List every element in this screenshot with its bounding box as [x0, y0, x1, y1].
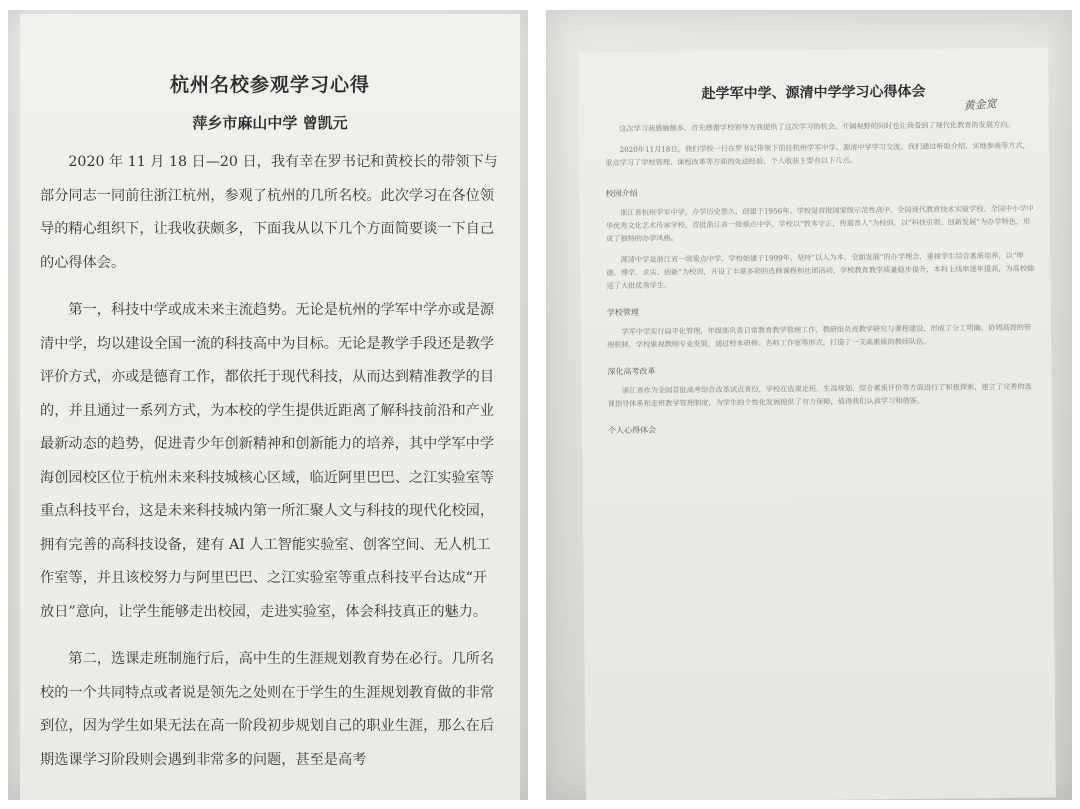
right-page-body [605, 118, 1038, 443]
right-page-title: 赴学军中学、源清中学学习心得体会 [701, 83, 926, 103]
left-page-title: 杭州名校参观学习心得 [169, 74, 370, 96]
left-paragraph-2: 第一，科技中学或成未来主流趋势。无论是杭州的学军中学亦或是源清中学，均以建设全国一流的科技高中为目标。无论是教学手段还是教学评价方式，亦或是德育工作，都依托于现代科技，从而达到精准教学的目的，并且通过一系列方式，为本校的学生提供近距离了解科技前沿和产业最新动态的趋势，促进青少年创新精神和创新能力的培养，其中学军中学海创园校区位于杭州未来科技城核心区域，临近阿里巴巴、之江实验室等重点科技平台，这是未来科技城内第一所汇聚人文与科技的现代化校园，拥有完善的高科技设备，建有 AI 人工智能实验室、创客空间、无人机工作室等，并且该校努力与阿里巴巴、之江实验室等重点科技平台达成“开放日”意向，让学生能够走出校园，走进实验室，体会科技真正的魅力。 [40, 302, 495, 620]
right-document-page [578, 48, 1056, 800]
left-paragraph-1: 2020 年 11 月 18 日—20 日，我有幸在罗书记和黄校长的带领下与部分同志一同前往浙江杭州，参观了杭州的几所名校。此次学习在各位领导的精心组织下，让我收获颇多，下面我从以下几个方面简要谈一下自己的心得体会。 [40, 154, 498, 271]
section-reform-paragraph-1: 浙江省作为全国首批高考综合改革试点省份，学校在选课走班、生涯规划、综合素质评价等方面进行了积极探索，建立了完善的选课指导体系和走班教学管理制度，为学生的个性化发展提供了有力保障，值得我们认真学习和借鉴。 [607, 381, 1032, 409]
section-campus-paragraph-1: 浙江省杭州学军中学，办学历史悠久，创建于1956年。学校是首批国家级示范性高中、全国现代教育技术实验学校、全国中小学中华优秀文化艺术传承学校、首批浙江省一级重点中学，学校以“敦本守正，传道育人”为校训，以“科技引领、创新发展”为办学特色，形成了独特的办学风格。 [605, 203, 1034, 244]
left-page-body [40, 146, 500, 791]
section-heading-reflections: 个人心得体会 [608, 425, 657, 436]
right-page-signature: 黄金宽 [963, 96, 998, 113]
section-campus-paragraph-2: 源清中学是浙江省一级重点中学，学校始建于1999年，坚持“以人为本、全面发展”的办学理念，重视学生综合素质培养，以“厚德、博学、求实、创新”为校训，开设了丰富多彩的选修课程和社团活动，学校教育教学质量稳步提升，本科上线率逐年提高，为高校输送了大批优秀学生。 [606, 250, 1035, 291]
section-heading-reform: 深化高考改革 [607, 366, 656, 377]
left-document-page [20, 14, 520, 800]
left-page-author: 萍乡市麻山中学 曾凯元 [192, 114, 348, 132]
right-intro-1: 这次学习我感触颇多。首先感谢学校领导为我提供了这次学习的机会，开阔视野的同时也让我看到了现代化教育的发展方向。 [619, 119, 1015, 134]
section-management-paragraph-1: 学军中学实行扁平化管理，年级部负责日常教育教学管理工作，教研组负责教学研究与课程建设，形成了分工明确、协调高效的管理机制。学校重视教师专业发展，通过校本研修、名师工作室等形式，打造了一支高素质的教师队伍。 [607, 322, 1032, 350]
left-paragraph-3: 第二，选课走班制施行后，高中生的生涯规划教育势在必行。几所名校的一个共同特点或者说是领先之处则在于学生的生涯规划教育做的非常到位，因为学生如果无法在高一阶段初步规划自己的职业生涯，那么在后期选课学习阶段则会遇到非常多的问题，甚至是高考 [40, 651, 495, 768]
section-heading-management: 学校管理 [606, 307, 639, 318]
right-intro-2: 2020年11月18日，我们学校一行在罗书记带领下前往杭州学军中学、源清中学学习交流。我们通过听取介绍、实地参观等方式，重点学习了学校管理、课程改革等方面的先进经验，个人收获主要有以下几点。 [605, 140, 1030, 168]
section-heading-campus: 校园介绍 [605, 188, 638, 199]
left-photo [8, 10, 528, 800]
right-photo [546, 10, 1072, 800]
